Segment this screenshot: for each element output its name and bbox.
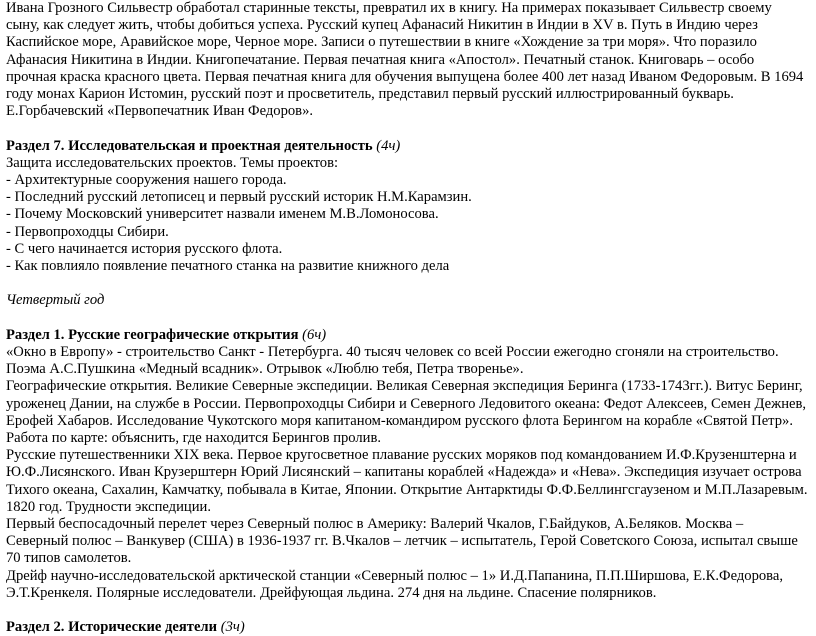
section-7-line: - Почему Московский университет назвали именем М.В.Ломоносова.: [6, 206, 439, 223]
section-7-line: - Первопроходцы Сибири.: [6, 223, 169, 240]
section-1-hours: (6ч): [302, 326, 327, 343]
spacer: [6, 310, 808, 327]
section-7-line: - Как повлияло появление печатного станка на развитие книжного дела: [6, 258, 450, 275]
section-2-heading: [6, 619, 808, 636]
section-1-paragraph: Первый беспосадочный перелет через Северный полюс в Америку: Валерий Чкалов, Г.Байдуков, А.Беляков. Москва – Северный полюс – Ванкувер (США) в 1936-1937 гг. В.Чкалов – летчик – испытатель, Герой Советского Союза, испытал свыше 70 типов самолетов.: [6, 516, 798, 567]
section-1-paragraph: Географические открытия. Великие Северные экспедиции. Великая Северная экспедиция Беринга (1733-1743гг.). Витус Беринг, уроженец Дании, на службе в России. Первопроходцы Сибири и Северного Ледовитого океана: Федот Алексеев, Семен Дежнев, Ерофей Хабаров. Исследование Чукотского моря капитаном-командиром русского флота Берингом на корабле «Святой Петр».: [6, 378, 807, 429]
section-7-heading: [6, 138, 808, 155]
section-7-line: - С чего начинается история русского флота.: [6, 240, 283, 257]
spacer: [6, 120, 808, 137]
section-7-title: Раздел 7. Исследовательская и проектная деятельность: [6, 137, 373, 154]
section-1-heading: [6, 327, 808, 344]
section-1-paragraph: Дрейф научно-исследовательской арктической станции «Северный полюс – 1» И.Д.Папанина, П.П.Ширшова, Е.К.Федорова, Э.Т.Кренкеля. Полярные исследователи. Дрейфующая льдина. 274 дня на льдине. Спасение полярников.: [6, 567, 784, 601]
section-7-hours: (4ч): [376, 137, 401, 154]
section-7-line: Защита исследовательских проектов. Темы проектов:: [6, 154, 339, 171]
section-7-line: - Последний русский летописец и первый русский историк Н.М.Карамзин.: [6, 189, 472, 206]
section-2-hours: (3ч): [220, 619, 245, 636]
section-1-paragraph: Русские путешественники XIX века. Первое кругосветное плавание русских моряков под командованием И.Ф.Крузенштерна и Ю.Ф.Лисянского. Иван Крузерштерн Юрий Лисянский – капитаны кораблей «Надежда» и «Нева». Экспедиция изучает острова Тихого океана, Сахалин, Камчатку, побывала в Китае, Японии. Открытие Антарктиды Ф.Ф.Беллингсгаузеном и М.П.Лазаревым. 1820 год. Трудности экспедиции.: [6, 447, 808, 515]
section-7-line: - Архитектурные сооружения нашего города.: [6, 172, 287, 189]
section-1-paragraph: «Окно в Европу» - строительство Санкт - Петербурга. 40 тысяч человек со всей России ежегодно сгоняли на строительство. Поэма А.С.Пушкина «Медный всадник». Отрывок «Люблю тебя, Петра творенье».: [6, 344, 779, 378]
section-1-paragraph: Работа по карте: объяснить, где находится Берингов пролив.: [6, 430, 382, 447]
section-1-title: Раздел 1. Русские географические открытия: [6, 326, 299, 343]
section-2-title: Раздел 2. Исторические деятели: [6, 619, 218, 636]
year-heading: Четвертый год: [6, 292, 105, 309]
spacer: [6, 275, 808, 292]
intro-paragraph: Ивана Грозного Сильвестр обработал старинные тексты, превратил их в книгу. На примерах показывает Сильвестр своему сыну, как следует жить, чтобы добиться успеха. Русский купец Афанасий Никитин в Индии в XV в. Путь в Индию через Каспийское море, Аравийское море, Черное море. Записи о путешествии в книге «Хождение за три моря». Что поразило Афанасия Никитина в Индии. Книгопечатание. Первая печатная книга «Апостол». Печатный станок. Книговарь – особо прочная краска красного цвета. Первая печатная книга для обучения выпущена более 400 лет назад Иваном Федоровым. В 1694 году монах Карион Истомин, русский поэт и просветитель, представил первый русский иллюстрированный букварь. Е.Горбачевский «Первопечатник Иван Федоров».: [6, 0, 804, 120]
spacer: [6, 602, 808, 619]
